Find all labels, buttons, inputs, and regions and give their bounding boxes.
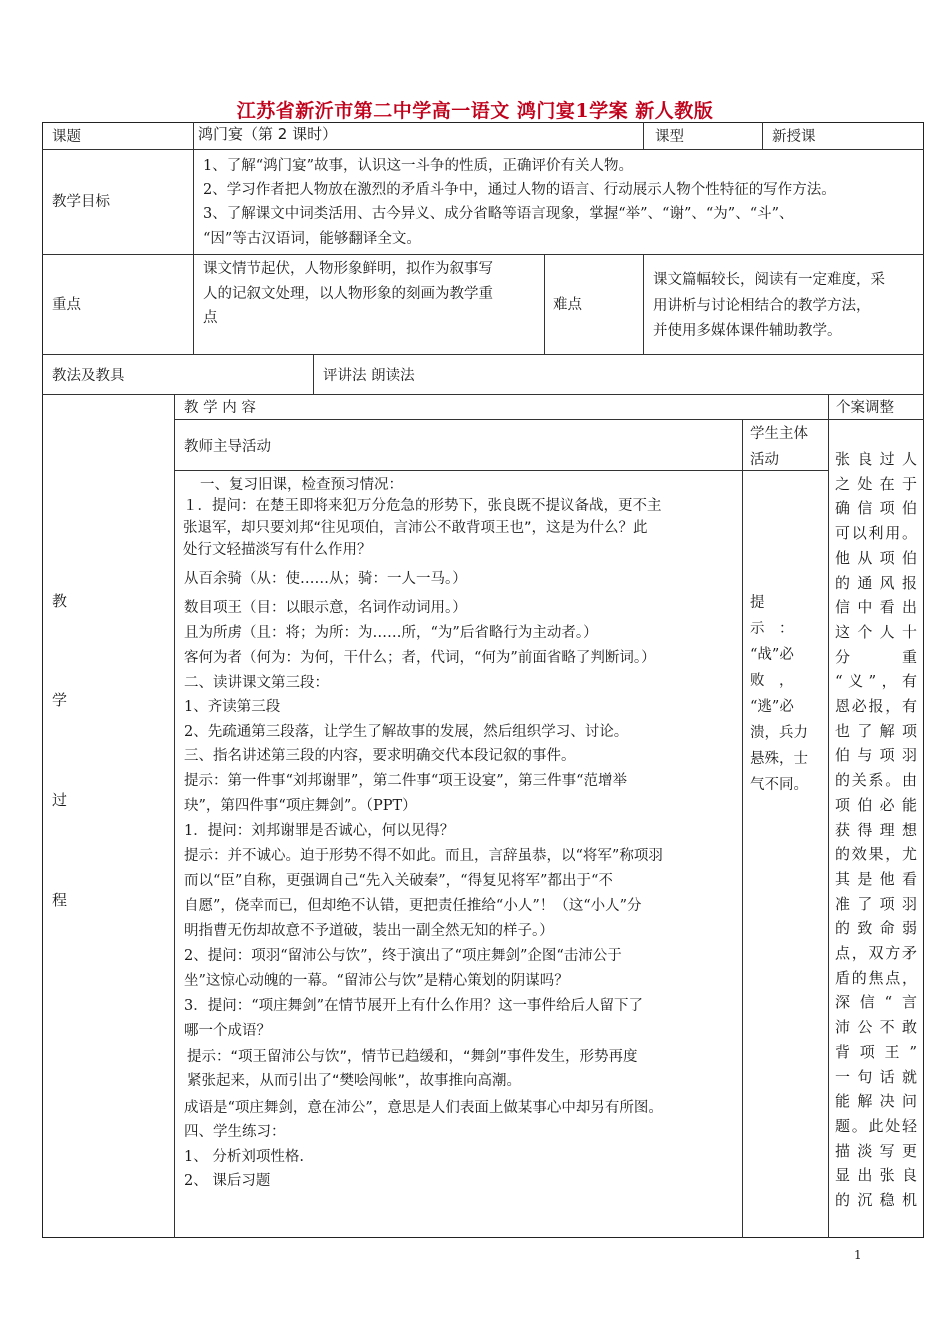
- body-line: 1．提问：刘邦谢罪是否诚心，何以见得？: [184, 823, 455, 839]
- goals-label: 教学目标: [52, 194, 110, 210]
- methods-label: 教法及教具: [52, 368, 125, 384]
- ppt-question-line: 张退军，却只要刘邦“往见项伯，言沛公不敢背项王也”，这是为什么？此: [183, 520, 648, 536]
- row-divider: [42, 254, 924, 255]
- subject-value: 鸿门宴（第 2 课时）: [198, 125, 338, 143]
- focus-line: 课文情节起伏，人物形象鲜明，拟作为叙事写: [203, 261, 493, 277]
- col-divider: [313, 354, 314, 395]
- body-line: 2、先疏通第三段落，让学生了解故事的发展，然后组织学习、讨论。: [184, 724, 629, 740]
- process-side-char: 过: [52, 791, 68, 809]
- adjust-line: 盾的焦点，: [835, 968, 917, 987]
- adjust-line: 描淡写更: [835, 1141, 917, 1160]
- adjust-line: 信中看出: [835, 598, 917, 617]
- goal-line: “因”等古汉语词，能够翻译全文。: [203, 231, 421, 247]
- document-title: 江苏省新沂市第二中学高一语文 鸿门宴1学案 新人教版: [236, 100, 714, 122]
- adjust-line: 沛公不敢: [835, 1018, 917, 1037]
- adjust-line: 点，双方矛: [835, 944, 917, 963]
- body-line: 玦”，第四件事“项庄舞剑”。（PPT）: [184, 798, 417, 814]
- goal-line: 2、学习作者把人物放在激烈的矛盾斗争中，通过人物的语言、行动展示人物个性特征的写作方法。: [203, 182, 836, 198]
- tail-line: 1、 分析刘项性格.: [184, 1149, 304, 1165]
- body-line: 1、齐读第三段: [184, 699, 281, 715]
- body-line: 从百余骑（从：使……从；骑：一人一马。）: [184, 571, 467, 587]
- col-divider: [174, 394, 175, 1238]
- row-divider: [174, 419, 924, 420]
- body-line: 哪一个成语？: [184, 1023, 271, 1039]
- col-divider: [643, 122, 644, 150]
- ppt-question-box: [183, 495, 741, 561]
- student-line: 气不同。: [750, 777, 808, 793]
- process-side-char: 学: [52, 691, 68, 709]
- body-line: 提示：第一件事“刘邦谢罪”，第二件事“项王设宴”，第三件事“范增举: [184, 773, 628, 789]
- body-line: 二、读讲课文第三段：: [184, 675, 329, 691]
- adjust-line: 的通风报: [835, 573, 917, 592]
- col-divider: [193, 254, 194, 355]
- body-line: 客何为者（何为：为何，干什么；者，代词，“何为”前面省略了判断词。）: [184, 650, 656, 666]
- row-divider: [42, 354, 924, 355]
- adjust-line: 的效果，尤: [835, 845, 917, 864]
- adjust-line: “义”，有: [835, 672, 917, 691]
- ppt-hint-line: 紧张起来，从而引出了“樊哙闯帐”，故事推向高潮。: [187, 1073, 522, 1089]
- adjust-line: 能解决问: [835, 1092, 917, 1111]
- student-activity-header: 学生主体: [750, 426, 808, 442]
- ppt-question-line: １．提问：在楚王即将来犯万分危急的形势下，张良既不提议备战，更不主: [183, 498, 662, 514]
- adjust-line: 这个人十: [835, 622, 917, 641]
- student-line: 悬殊，士: [750, 751, 808, 767]
- student-line: 溃，兵力: [750, 725, 808, 741]
- body-line: 而以“臣”自称，更强调自己“先入关破秦”，“得复见将军”都出于“不: [184, 873, 613, 889]
- body-line: 明指曹无伤却故意不予道破，装出一副全然无知的样子。）: [184, 923, 554, 939]
- goal-line: 1、了解“鸿门宴”故事，认识这一斗争的性质，正确评价有关人物。: [203, 158, 634, 174]
- body-line: 三、指名讲述第三段的内容，要求明确交代本段记叙的事件。: [184, 748, 576, 764]
- adjust-line: 他从项伯: [835, 548, 917, 567]
- adjust-line: 确信项伯: [835, 499, 917, 518]
- body-line: 坐”这惊心动魄的一幕。“留沛公与饮”是精心策划的阴谋吗？: [184, 973, 569, 989]
- body-line: 数目项王（目：以眼示意，名词作动词用。）: [184, 600, 467, 616]
- col-divider: [193, 149, 194, 255]
- focus-line: 人的记叙文处理，以人物形象的刻画为教学重: [203, 286, 493, 302]
- tail-line: 成语是“项庄舞剑，意在沛公”，意思是人们表面上做某事心中却另有所图。: [184, 1100, 663, 1116]
- col-divider: [828, 394, 829, 1238]
- adjust-line: 一句话就: [835, 1067, 917, 1086]
- adjust-line: 也了解项: [835, 721, 917, 740]
- ppt-hint-line: 提示：“项王留沛公与饮”，情节已趋缓和，“舞剑”事件发生，形势再度: [187, 1049, 638, 1065]
- focus-label: 重点: [52, 297, 81, 313]
- body-line: 2、提问：项羽“留沛公与饮”，终于演出了“项庄舞剑”企图“击沛公于: [184, 948, 622, 964]
- adjust-line: 恩必报，有: [835, 697, 917, 716]
- adjust-line: 分 重: [835, 647, 917, 666]
- difficulty-line: 用讲析与讨论相结合的教学方法，: [653, 298, 871, 314]
- adjust-line: 题。此处轻: [835, 1116, 917, 1135]
- adjust-line: 张良过人: [835, 450, 917, 468]
- adjust-line: 的致命弱: [835, 919, 917, 938]
- type-label: 课型: [655, 129, 684, 145]
- body-line: 自愿”，侥幸而已，但却绝不认错，更把责任推给“小人”！（这“小人”分: [184, 898, 642, 914]
- methods-value: 评讲法 朗读法: [323, 368, 415, 384]
- difficulty-label: 难点: [553, 297, 582, 313]
- student-line: 提 示 ：: [750, 595, 794, 637]
- focus-line: 点: [203, 310, 218, 326]
- col-divider: [544, 254, 545, 355]
- body-line: 提示：并不诚心。迫于形势不得不如此。而且，言辞虽恭，以“将军”称项羽: [184, 848, 663, 864]
- teacher-activity-header: 教师主导活动: [184, 439, 271, 455]
- adjust-line: 获得理想: [835, 820, 917, 839]
- adjust-line: 其是他看: [835, 869, 917, 888]
- student-line: “逃”必: [750, 699, 794, 715]
- process-side-char: 程: [52, 891, 68, 909]
- adjust-line: 项伯必能: [835, 795, 917, 814]
- adjust-line: 深信“言: [835, 993, 917, 1012]
- content-header: 教 学 内 容: [184, 400, 256, 416]
- student-line: “战”必: [750, 647, 794, 663]
- difficulty-line: 并使用多媒体课件辅助教学。: [653, 323, 842, 339]
- subject-label: 课题: [52, 129, 81, 145]
- adjust-line: 背项王”: [835, 1042, 917, 1061]
- case-adjustment-text: [835, 447, 917, 1213]
- goal-line: 3、了解课文中词类活用、古今异义、成分省略等语言现象，掌握“举”、“谢”、“为”、“斗”、: [203, 206, 794, 222]
- adjust-line: 显出张良: [835, 1166, 917, 1185]
- adjust-line: 准了项羽: [835, 894, 917, 913]
- row-divider: [42, 149, 924, 150]
- col-divider: [762, 122, 763, 150]
- tail-line: 四、学生练习：: [184, 1124, 286, 1140]
- ppt-question-line: 处行文轻描淡写有什么作用？: [183, 542, 372, 558]
- student-line: 败 ，: [750, 673, 794, 689]
- page-number: 1: [854, 1248, 862, 1262]
- type-value: 新授课: [772, 129, 816, 145]
- row-divider: [174, 470, 828, 471]
- col-divider: [193, 122, 194, 150]
- process-side-char: 教: [52, 592, 68, 610]
- adjust-line: 之处在于: [835, 474, 917, 493]
- student-activity-text: [750, 590, 822, 798]
- review-line: 一、复习旧课，检查预习情况：: [200, 477, 403, 493]
- body-line: 3．提问：“项庄舞剑”在情节展开上有什么作用？这一事件给后人留下了: [184, 998, 644, 1014]
- adjust-line: 的沉稳机: [835, 1191, 917, 1210]
- adjust-line: 可以利用。: [835, 524, 917, 543]
- col-divider: [742, 419, 743, 1238]
- tail-line: 2、 课后习题: [184, 1173, 271, 1189]
- adjust-line: 伯与项羽: [835, 746, 917, 765]
- body-line: 且为所虏（且：将；为所：为……所，“为”后省略行为主动者。）: [184, 625, 598, 641]
- adjust-line: 的关系。由: [835, 771, 917, 790]
- col-divider: [643, 254, 644, 355]
- difficulty-line: 课文篇幅较长，阅读有一定难度，采: [653, 272, 885, 288]
- adjust-header: 个案调整: [836, 400, 894, 416]
- student-activity-header: 活动: [750, 452, 779, 468]
